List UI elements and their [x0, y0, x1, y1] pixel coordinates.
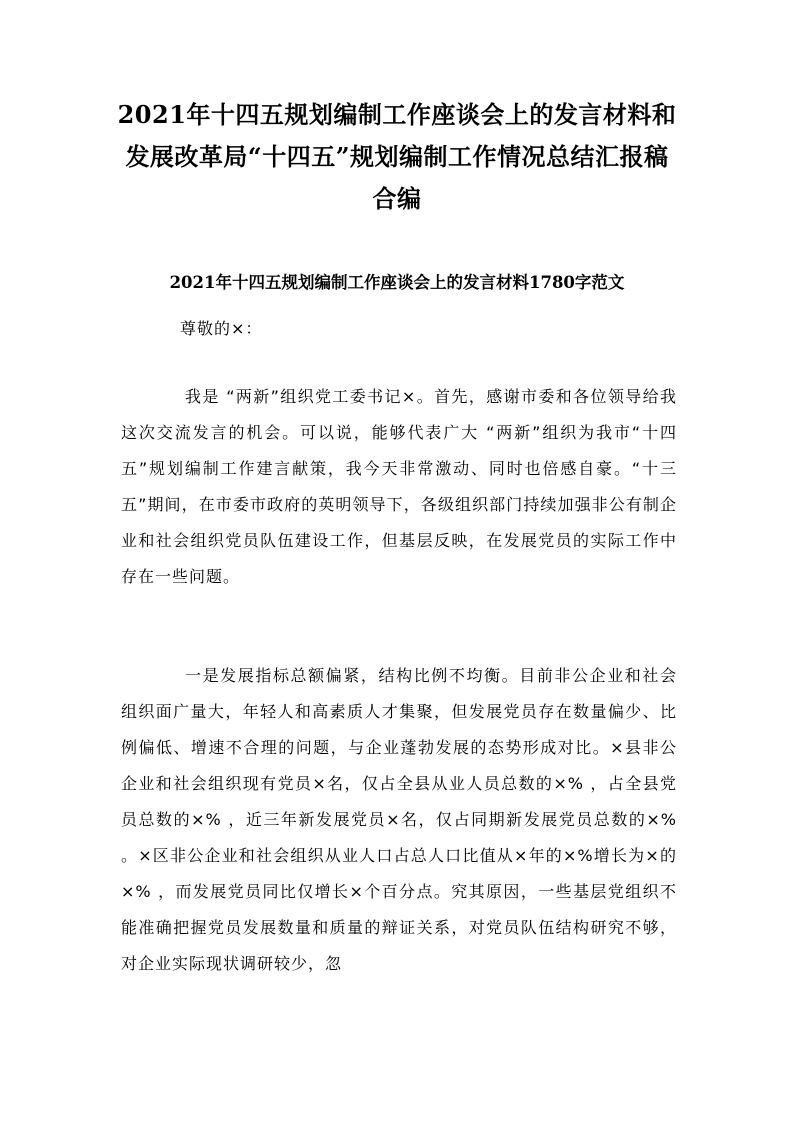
- salutation: 尊敬的×：: [180, 319, 263, 338]
- section-subtitle: 2021年十四五规划编制工作座谈会上的发言材料1780字范文: [169, 273, 625, 292]
- title-line-1: 2021年十四五规划编制工作座谈会上的发言材料和: [117, 100, 677, 129]
- document-title: [105, 94, 689, 220]
- body-paragraph-2: 一是发展指标总额偏紧，结构比例不均衡。目前非公企业和社会组织面广量大，年轻人和高素质人才集聚，但发展党员存在数量偏少、比例偏低、增速不合理的问题，与企业蓬勃发展的态势形成对比。×县非公企业和社会组织现有党员×名，仅占全县从业人员总数的×% ，占全县党员总数的×% ，近三年新发展党员×名，仅占同期新发展党员总数的×% 。×区非公企业和社会组织从业人口占总人口比值从×年的×%增长为×的×% ，而发展党员同比仅增长×个百分点。究其原因，一些基层党组织不能准确把握党员发展数量和质量的辩证关系，对党员队伍结构研究不够，对企业实际现状调研较少，忽: [121, 666, 677, 973]
- title-line-3: 合编: [372, 184, 422, 213]
- body-paragraph-1: 我是 “两新”组织党工委书记×。首先，感谢市委和各位领导给我这次交流发言的机会。可以说，能够代表广大 “两新”组织为我市“十四五”规划编制工作建言献策，我今天非常激动、同时也倍感自豪。“十三五”期间，在市委市政府的英明领导下，各级组织部门持续加强非公有制企业和社会组织党员队伍建设工作，但基层反映，在发展党员的实际工作中存在一些问题。: [121, 387, 677, 586]
- title-line-2: 发展改革局“十四五”规划编制工作情况总结汇报稿: [125, 142, 669, 171]
